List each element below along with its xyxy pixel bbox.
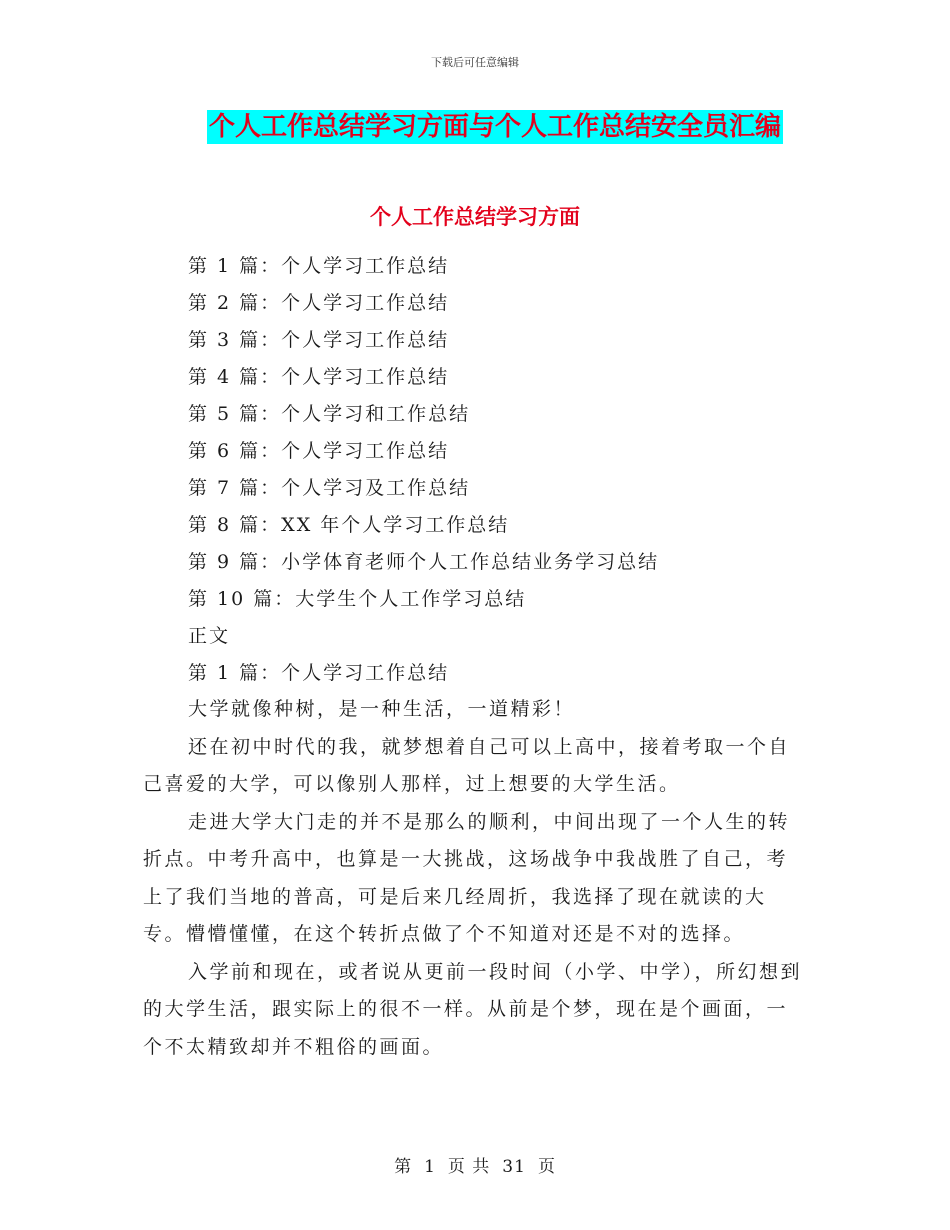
toc-item: 第 9 篇：小学体育老师个人工作总结业务学习总结: [188, 551, 660, 573]
toc-item: 第 7 篇：个人学习及工作总结: [188, 477, 471, 499]
toc-item: 第 2 篇：个人学习工作总结: [188, 292, 450, 314]
footer-prefix: 第: [394, 1157, 413, 1177]
toc-item: 第 4 篇：个人学习工作总结: [188, 366, 450, 388]
article-heading: 第 1 篇：个人学习工作总结: [188, 662, 450, 684]
article-body: [143, 691, 808, 1066]
toc-item: 第 10 篇：大学生个人工作学习总结: [188, 588, 527, 610]
paragraph: 入学前和现在，或者说从更前一段时间（小学、中学），所幻想到的大学生活，跟实际上的很不一样。从前是个梦，现在是个画面，一个不太精致却并不粗俗的画面。: [143, 960, 803, 1058]
document-title: 个人工作总结学习方面与个人工作总结安全员汇编: [209, 112, 782, 142]
footer-page-number: 1: [424, 1157, 436, 1177]
body-label: 正文: [188, 625, 231, 647]
toc-item: 第 6 篇：个人学习工作总结: [188, 440, 450, 462]
table-of-contents: [188, 248, 828, 692]
header-note: 下载后可任意编辑: [431, 56, 519, 69]
toc-item: 第 5 篇：个人学习和工作总结: [188, 403, 471, 425]
paragraph: 走进大学大门走的并不是那么的顺利，中间出现了一个人生的转折点。中考升高中，也算是一大挑战，这场战争中我战胜了自己，考上了我们当地的普高，可是后来几经周折，我选择了现在就读的大专。懵懵懂懂，在这个转折点做了个不知道对还是不对的选择。: [143, 810, 791, 945]
section-title: 个人工作总结学习方面: [370, 205, 580, 229]
toc-item: 第 8 篇：XX 年个人学习工作总结: [188, 514, 510, 536]
footer-middle: 页 共: [447, 1157, 491, 1177]
paragraph: 还在初中时代的我，就梦想着自己可以上高中，接着考取一个自己喜爱的大学，可以像别人那样，过上想要的大学生活。: [143, 735, 791, 795]
toc-item: 第 3 篇：个人学习工作总结: [188, 329, 450, 351]
page-footer: [0, 1152, 950, 1177]
footer-total-pages: 31: [502, 1157, 526, 1177]
footer-suffix: 页: [537, 1157, 556, 1177]
toc-item: 第 1 篇：个人学习工作总结: [188, 255, 450, 277]
paragraph: 大学就像种树，是一种生活，一道精彩！: [188, 698, 576, 720]
